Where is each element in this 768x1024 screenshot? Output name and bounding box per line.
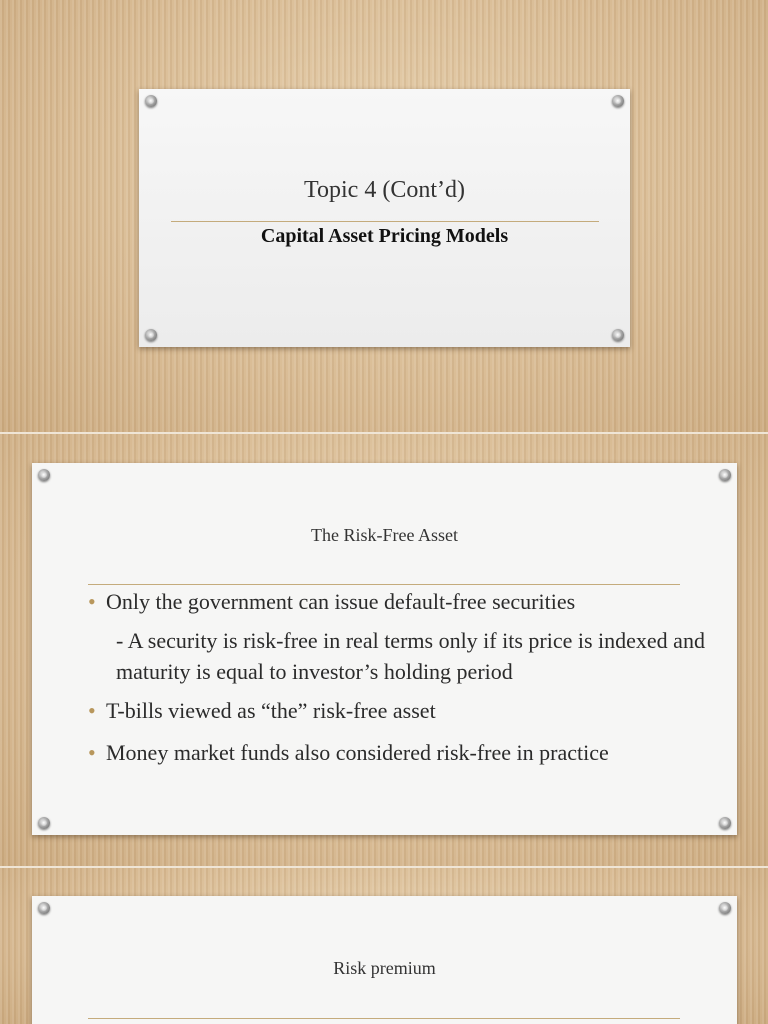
bullet-dot-icon: • — [88, 589, 96, 614]
bullet-dot-icon: • — [88, 698, 96, 723]
title-card — [139, 89, 630, 347]
pushpin-icon — [612, 329, 624, 341]
slide-heading: The Risk-Free Asset — [311, 525, 458, 545]
bullet-dot-icon: • — [88, 740, 96, 765]
pushpin-icon — [719, 817, 731, 829]
title-divider — [171, 221, 599, 222]
slide-title: Topic 4 (Cont’d) — [304, 177, 465, 203]
pushpin-icon — [719, 469, 731, 481]
content-card — [32, 896, 737, 1024]
pushpin-icon — [145, 329, 157, 341]
bullet-item: • Only the government can issue default-free securities — [106, 586, 746, 617]
sub-bullet-item: - A security is risk-free in real terms only if its price is indexed and maturity is equal to investor’s holding period — [116, 628, 705, 684]
pushpin-icon — [38, 902, 50, 914]
heading-divider — [88, 1018, 680, 1019]
pushpin-icon — [612, 95, 624, 107]
pushpin-icon — [38, 817, 50, 829]
bullet-item: • T-bills viewed as “the” risk-free asset — [106, 695, 746, 726]
bullet-item: • Money market funds also considered risk-free in practice — [106, 737, 746, 768]
content-card — [32, 463, 737, 835]
pushpin-icon — [719, 902, 731, 914]
pushpin-icon — [38, 469, 50, 481]
pushpin-icon — [145, 95, 157, 107]
heading-divider — [88, 584, 680, 585]
slide-2-background — [0, 434, 768, 866]
slide-3-background — [0, 868, 768, 1024]
slide-1-background — [0, 0, 768, 432]
bullet-list — [88, 586, 746, 768]
slide-heading: Risk premium — [333, 958, 436, 978]
slide-subtitle: Capital Asset Pricing Models — [260, 225, 509, 247]
